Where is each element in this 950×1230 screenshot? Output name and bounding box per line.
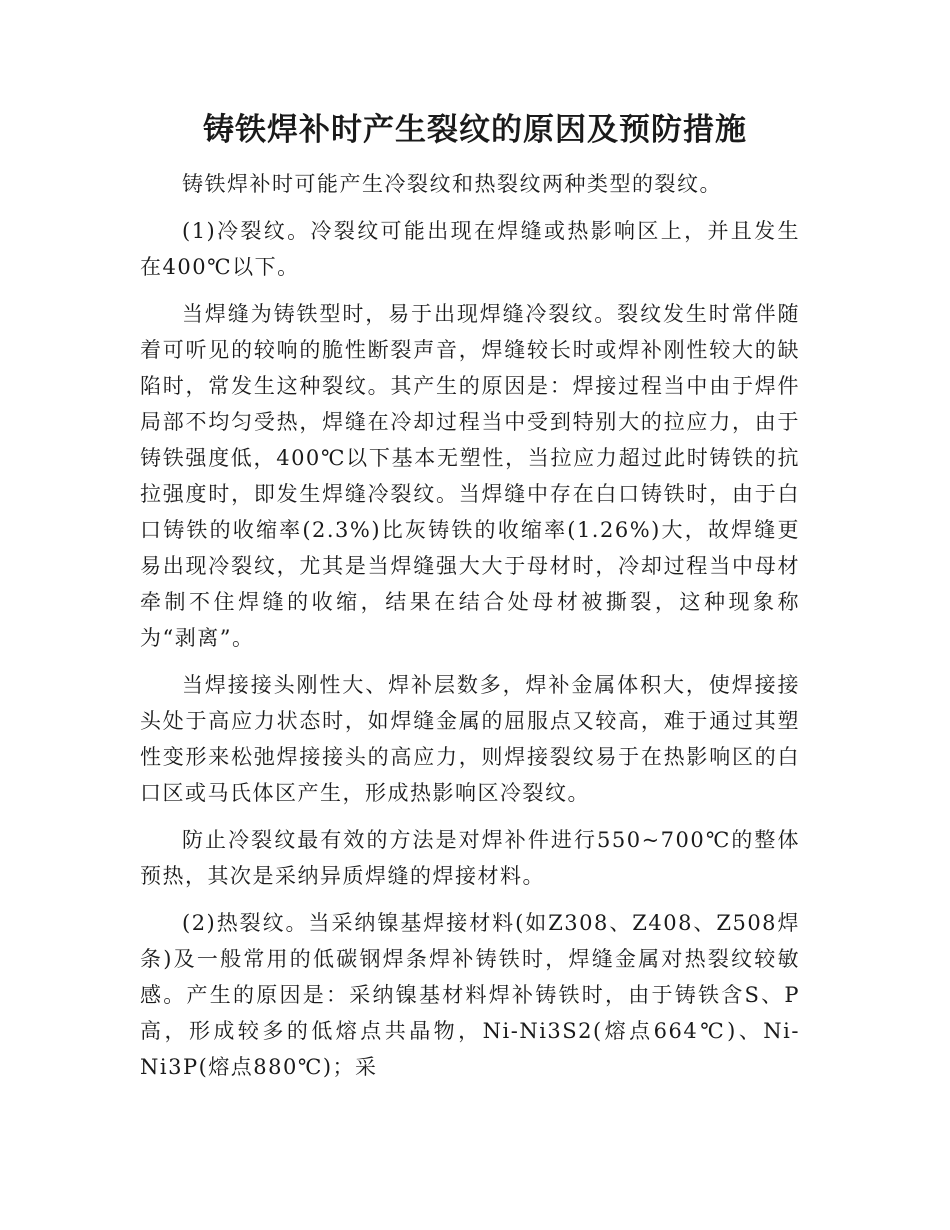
paragraph-cold-crack-prevention: 防止冷裂纹最有效的方法是对焊补件进行550~700℃的整体预热，其次是采纳异质焊缝的焊接材料。 [140,828,800,888]
document-title: 铸铁焊补时产生裂纹的原因及预防措施 [203,112,747,148]
paragraph-cold-crack-cause: 当焊缝为铸铁型时，易于出现焊缝冷裂纹。裂纹发生时常伴随着可听见的较响的脆性断裂声音，焊缝较长时或焊补刚性较大的缺陷时，常发生这种裂纹。其产生的原因是：焊接过程当中由于焊件局部不均匀受热，焊缝在冷却过程当中受到特别大的拉应力，由于铸铁强度低，400℃以下基本无塑性，当拉应力超过此时铸铁的抗拉强度时，即发生焊缝冷裂纹。当焊缝中存在白口铸铁时，由于白口铸铁的收缩率(2.3%)比灰铸铁的收缩率(1.26%)大，故焊缝更易出现冷裂纹，尤其是当焊缝强大大于母材时，冷却过程当中母材牵制不住焊缝的收缩，结果在结合处母材被撕裂，这种现象称为“剥离”。 [140,302,800,650]
paragraph-hot-crack: (2)热裂纹。当采纳镍基焊接材料(如Z308、Z408、Z508焊条)及一般常用的低碳钢焊条焊补铸铁时，焊缝金属对热裂纹较敏感。产生的原因是：采纳镍基材料焊补铸铁时，由于铸铁含S、P高，形成较多的低熔点共晶物，Ni-Ni3S2(熔点664℃)、Ni-Ni3P(熔点880℃)；采 [140,911,800,1079]
document-body [140,166,800,1096]
paragraph-haz-cold-crack: 当焊接接头刚性大、焊补层数多，焊补金属体积大，使焊接接头处于高应力状态时，如焊缝金属的屈服点又较高，难于通过其塑性变形来松弛焊接接头的高应力，则焊接裂纹易于在热影响区的白口区或马氏体区产生，形成热影响区冷裂纹。 [140,673,800,805]
paragraph-cold-crack-heading: (1)冷裂纹。冷裂纹可能出现在焊缝或热影响区上，并且发生在400℃以下。 [140,219,800,279]
paragraph-intro: 铸铁焊补时可能产生冷裂纹和热裂纹两种类型的裂纹。 [182,172,722,196]
